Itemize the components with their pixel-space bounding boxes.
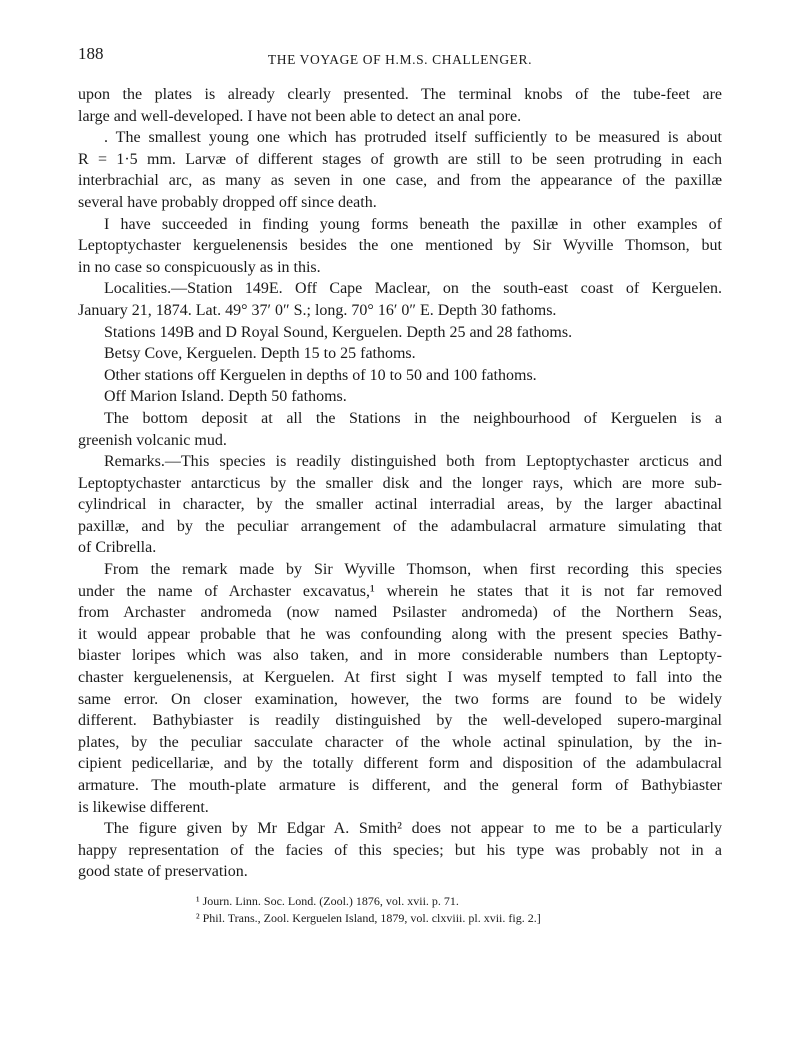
text-line: interbrachial arc, as many as seven in one case, and from the appearance of the paxillæ (78, 172, 722, 190)
text-line: armature. The mouth-plate armature is different, and the general form of Bathybiaster (78, 777, 722, 794)
text-line: Betsy Cove, Kerguelen. Depth 15 to 25 fathoms. (104, 345, 416, 363)
text-line: is likewise different. (78, 798, 209, 816)
text-line: of Cribrella. (78, 539, 157, 557)
paragraph (78, 322, 722, 344)
footnote: ² Phil. Trans., Zool. Kerguelen Island, 1879, vol. clxviii. pl. xvii. fig. 2.] (196, 911, 541, 925)
paragraph (78, 386, 722, 408)
text-line: I have succeeded in finding young forms beneath the paxillæ in other examples of (104, 215, 722, 233)
text-line: Localities.—Station 149E. Off Cape Maclear, on the south-east coast of Kerguelen. (104, 280, 722, 298)
text-line: large and well-developed. I have not been able to detect an anal pore. (78, 107, 522, 125)
text-line: same error. On closer examination, however, the two forms are found to be widely (78, 690, 722, 708)
paragraph (78, 343, 722, 365)
text-line: from Archaster andromeda (now named Psilaster andromeda) of the Northern Seas, (78, 604, 722, 622)
text-line: happy representation of the facies of this species; but his type was probably not in a (78, 841, 722, 859)
text-line: The bottom deposit at all the Stations in the neighbourhood of Kerguelen is a (104, 409, 722, 427)
page-number: 188 (78, 44, 104, 63)
text-line: Other stations off Kerguelen in depths of 10 to 50 and 100 fathoms. (104, 366, 537, 384)
paragraph (78, 84, 722, 127)
text-line: biaster loripes which was also taken, and in more considerable numbers than Leptopty- (78, 647, 722, 665)
paragraph (78, 127, 722, 213)
paragraph (78, 451, 722, 559)
text-line: different. Bathybiaster is readily distinguished by the well-developed supero-marginal (78, 712, 722, 730)
footnote: ¹ Journ. Linn. Soc. Lond. (Zool.) 1876, vol. xvii. p. 71. (196, 894, 459, 908)
text-line: From the remark made by Sir Wyville Thomson, when first recording this species (104, 561, 722, 579)
text-line: Stations 149B and D Royal Sound, Kerguelen. Depth 25 and 28 fathoms. (104, 323, 573, 341)
text-line: Remarks.—This species is readily distinguished both from Leptoptychaster arcticus and (104, 453, 722, 471)
page-header (78, 44, 722, 68)
text-line: cipient pedicellariæ, and by the totally different form and disposition of the adambulacral (78, 755, 722, 773)
paragraph (78, 214, 722, 279)
paragraph (78, 408, 722, 451)
paragraph (78, 365, 722, 387)
text-line: plates, by the peculiar sacculate character of the whole actinal spinulation, by the in- (78, 733, 722, 751)
text-line: January 21, 1874. Lat. 49° 37′ 0″ S.; long. 70° 16′ 0″ E. Depth 30 fathoms. (78, 301, 557, 319)
text-line: The figure given by Mr Edgar A. Smith² does not appear to me to be a particularly (104, 820, 722, 838)
paragraph (78, 559, 722, 818)
paragraph (78, 278, 722, 321)
body-text (78, 84, 722, 883)
text-line: under the name of Archaster excavatus,¹ wherein he states that it is not far removed (78, 582, 722, 600)
text-line: chaster kerguelenensis, at Kerguelen. At first sight I was myself tempted to fall into the (78, 669, 722, 687)
text-line: . The smallest young one which has protruded itself sufficiently to be measured is about (104, 129, 722, 147)
paragraph (78, 818, 722, 883)
text-line: paxillæ, and by the peculiar arrangement of the adambulacral armature simulating that (78, 517, 722, 535)
text-line: good state of preservation. (78, 863, 248, 881)
text-line: Leptoptychaster antarcticus by the smaller disk and the longer rays, which are more sub- (78, 474, 722, 492)
text-line: upon the plates is already clearly presented. The terminal knobs of the tube-feet are (78, 86, 722, 103)
text-line: it would appear probable that he was confounding along with the present species Bathy- (78, 625, 722, 643)
running-title: THE VOYAGE OF H.M.S. CHALLENGER. (267, 52, 533, 67)
text-line: R = 1·5 mm. Larvæ of different stages of growth are still to be seen protruding in each (78, 150, 722, 168)
text-line: cylindrical in character, by the smaller actinal interradial areas, by the larger abactinal (78, 496, 722, 514)
text-line: Leptoptychaster kerguelenensis besides the one mentioned by Sir Wyville Thomson, but (78, 237, 722, 255)
footnotes (78, 893, 722, 927)
text-line: Off Marion Island. Depth 50 fathoms. (104, 388, 347, 406)
text-line: greenish volcanic mud. (78, 431, 227, 449)
text-line: several have probably dropped off since death. (78, 193, 377, 211)
text-line: in no case so conspicuously as in this. (78, 258, 321, 276)
